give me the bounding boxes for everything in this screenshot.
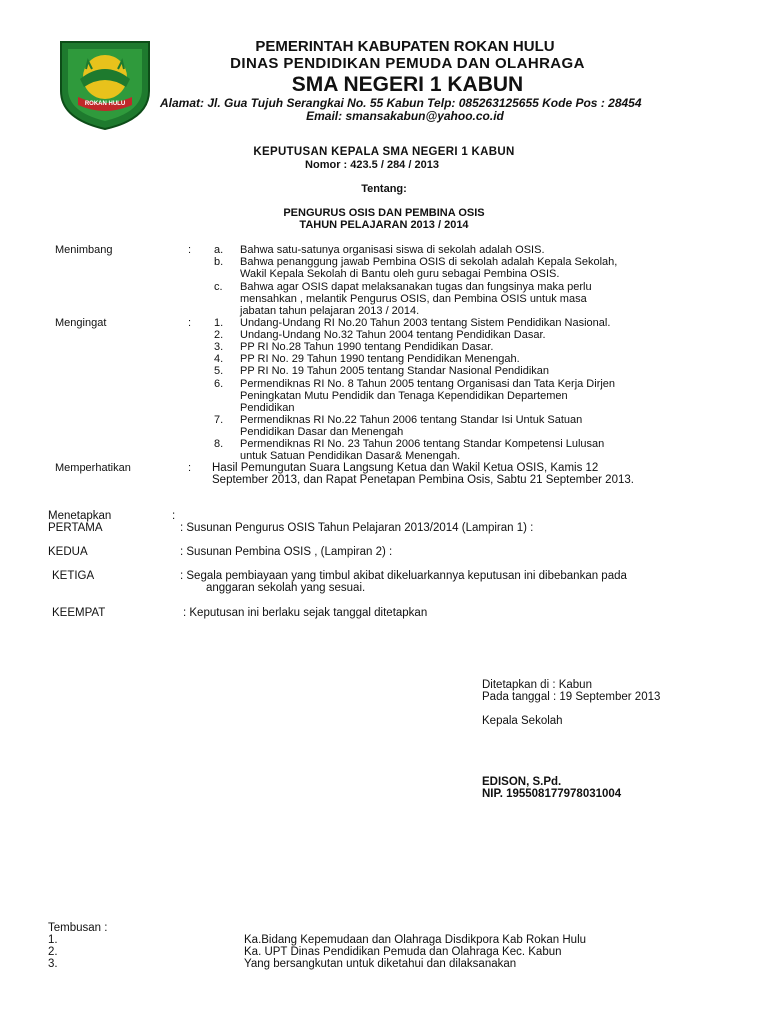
decree-title: KEPUTUSAN KEPALA SMA NEGERI 1 KABUN <box>253 146 515 158</box>
mengingat-marker: 8. <box>214 438 224 450</box>
mengingat-line: Pendidikan <box>240 402 295 414</box>
menimbang-line: Wakil Kepala Sekolah di Bantu oleh guru sebagai Pembina OSIS. <box>240 268 560 280</box>
header-email: Email: smansakabun@yahoo.co.id <box>306 109 504 123</box>
tembusan-number: 2. <box>48 946 58 958</box>
decree-subject-1: PENGURUS OSIS DAN PEMBINA OSIS <box>283 207 485 219</box>
mengingat-marker: 1. <box>214 317 224 329</box>
mengingat-line: PP RI No. 29 Tahun 1990 tentang Pendidikan Menengah. <box>240 353 520 365</box>
menetapkan-colon: : <box>172 510 176 522</box>
mengingat-line: PP RI No.28 Tahun 1990 tentang Pendidikan Dasar. <box>240 341 494 353</box>
mengingat-line: Undang-Undang RI No.20 Tahun 2003 tentang Sistem Pendidikan Nasional. <box>240 317 611 329</box>
tembusan-number: 1. <box>48 934 58 946</box>
decree-tentang: Tentang: <box>361 183 407 195</box>
ketiga-text: anggaran sekolah yang sesuai. <box>206 582 366 594</box>
mengingat-line: PP RI No. 19 Tahun 2005 tentang Standar Nasional Pendidikan <box>240 365 550 377</box>
tembusan-item: Ka.Bidang Kepemudaan dan Olahraga Disdikpora Kab Rokan Hulu <box>244 934 587 946</box>
signature-nip: NIP. 195508177978031004 <box>482 788 622 800</box>
menimbang-line: mensahkan , melantik Pengurus OSIS, dan Pembina OSIS untuk masa <box>240 293 587 305</box>
menimbang-colon: : <box>188 244 192 256</box>
memperhatikan-colon: : <box>188 462 192 474</box>
signature-date: Pada tanggal : 19 September 2013 <box>482 691 661 703</box>
signature-name: EDISON, S.Pd. <box>482 776 562 788</box>
mengingat-line: Permendiknas RI No.22 Tahun 2006 tentang Standar Isi Untuk Satuan <box>240 414 583 426</box>
menimbang-line: Bahwa satu-satunya organisasi siswa di sekolah adalah OSIS. <box>240 244 545 256</box>
memperhatikan-line: September 2013, dan Rapat Penetapan Pembina Osis, Sabtu 21 September 2013. <box>212 474 634 486</box>
header-school: SMA NEGERI 1 KABUN <box>291 73 524 96</box>
mengingat-line: untuk Satuan Pendidikan Dasar& Menengah. <box>240 450 461 462</box>
memperhatikan-label: Memperhatikan <box>55 462 131 474</box>
menimbang-line: Bahwa penanggung jawab Pembina OSIS di sekolah adalah Kepala Sekolah, <box>240 256 618 268</box>
mengingat-marker: 4. <box>214 353 224 365</box>
mengingat-line: Peningkatan Mutu Pendidik dan Tenaga Kependidikan Departemen <box>240 390 568 402</box>
menimbang-line: Bahwa agar OSIS dapat melaksanakan tugas dan fungsinya maka perlu <box>240 281 592 293</box>
mengingat-marker: 7. <box>214 414 224 426</box>
menimbang-marker: c. <box>214 281 223 293</box>
logo-caption: ROKAN HULU <box>84 101 126 107</box>
pertama-text: : Susunan Pengurus OSIS Tahun Pelajaran 2013/2014 (Lampiran 1) : <box>180 522 534 534</box>
header-department: DINAS PENDIDIKAN PEMUDA DAN OLAHRAGA <box>230 55 585 72</box>
mengingat-line: Permendiknas RI No. 23 Tahun 2006 tentang Standar Kompetensi Lulusan <box>240 438 605 450</box>
mengingat-marker: 3. <box>214 341 224 353</box>
header-government: PEMERINTAH KABUPATEN ROKAN HULU <box>255 38 555 55</box>
keempat-text: : Keputusan ini berlaku sejak tanggal ditetapkan <box>183 607 428 619</box>
tembusan-item: Ka. UPT Dinas Pendidikan Pemuda dan Olahraga Kec. Kabun <box>244 946 562 958</box>
decree-subject-2: TAHUN PELAJARAN 2013 / 2014 <box>299 219 469 231</box>
mengingat-marker: 2. <box>214 329 224 341</box>
signature-position: Kepala Sekolah <box>482 715 563 727</box>
mengingat-line: Undang-Undang No.32 Tahun 2004 tentang Pendidikan Dasar. <box>240 329 546 341</box>
signature-place: Ditetapkan di : Kabun <box>482 679 592 691</box>
tembusan-number: 3. <box>48 958 58 970</box>
mengingat-colon: : <box>188 317 192 329</box>
memperhatikan-line: Hasil Pemungutan Suara Langsung Ketua dan Wakil Ketua OSIS, Kamis 12 <box>212 462 599 474</box>
mengingat-line: Permendiknas RI No. 8 Tahun 2005 tentang Organisasi dan Tata Kerja Dirjen <box>240 378 616 390</box>
pertama-label: PERTAMA <box>48 522 103 534</box>
tembusan-title: Tembusan : <box>48 922 108 934</box>
ketiga-label: KETIGA <box>52 570 95 582</box>
mengingat-marker: 5. <box>214 365 224 377</box>
menimbang-label: Menimbang <box>55 244 113 256</box>
menimbang-marker: a. <box>214 244 224 256</box>
mengingat-marker: 6. <box>214 378 224 390</box>
decree-number: Nomor : 423.5 / 284 / 2013 <box>305 159 439 171</box>
menimbang-line: jabatan tahun pelajaran 2013 / 2014. <box>240 305 420 317</box>
menimbang-marker: b. <box>214 256 224 268</box>
menetapkan-label: Menetapkan <box>48 510 112 522</box>
ketiga-text: : Segala pembiayaan yang timbul akibat dikeluarkannya keputusan ini dibebankan pada <box>180 570 627 582</box>
mengingat-label: Mengingat <box>55 317 107 329</box>
tembusan-item: Yang bersangkutan untuk diketahui dan dilaksanakan <box>244 958 517 970</box>
keempat-label: KEEMPAT <box>52 607 106 619</box>
kedua-label: KEDUA <box>48 546 88 558</box>
kedua-text: : Susunan Pembina OSIS , (Lampiran 2) : <box>180 546 393 558</box>
header-address: Alamat: Jl. Gua Tujuh Serangkai No. 55 Kabun Telp: 085263125655 Kode Pos : 28454 <box>160 96 642 110</box>
mengingat-line: Pendidikan Dasar dan Menengah <box>240 426 404 438</box>
